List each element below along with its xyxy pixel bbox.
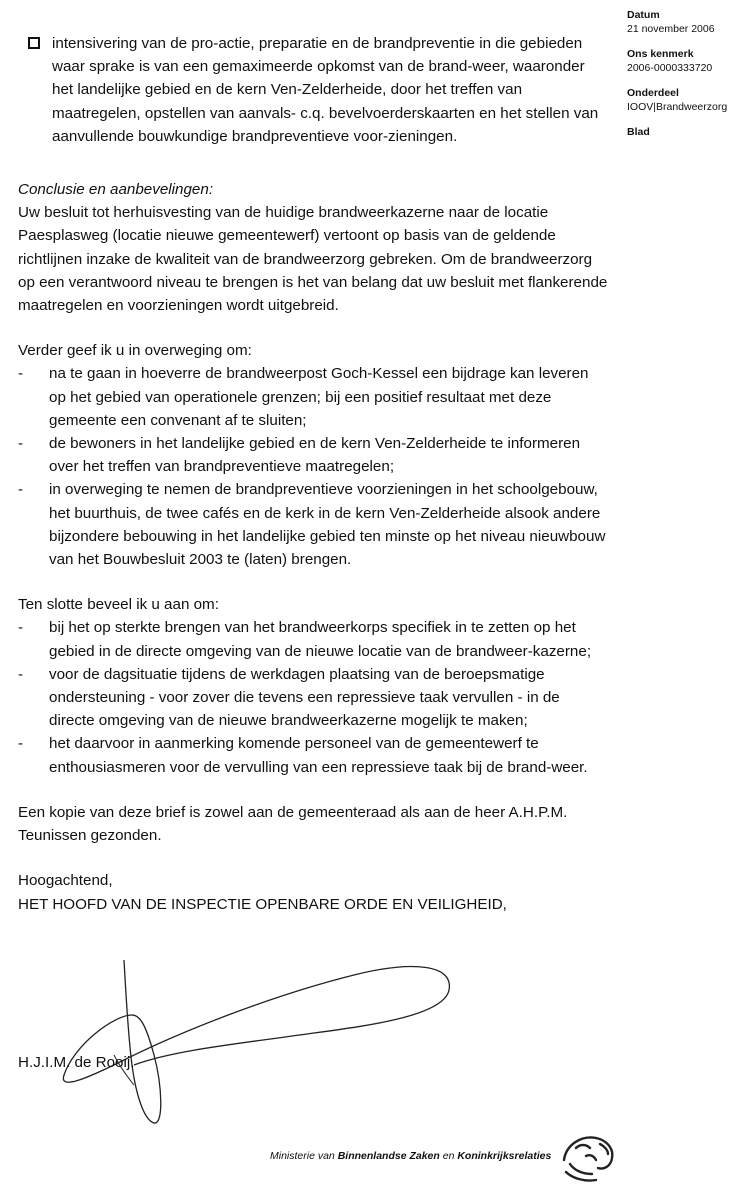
dash-bullet-icon: - (18, 435, 24, 453)
blad-label: Blad (627, 126, 650, 138)
footer-name2: Koninkrijksrelaties (457, 1150, 552, 1162)
list-item (18, 616, 608, 662)
recommend-item-3: het daarvoor in aanmerking komende personeel van de gemeentewerf te enthousiasmeren voor de vervulling van een repressieve taak bij de brand-weer. (49, 735, 588, 776)
letter-body (18, 32, 608, 916)
kenmerk-label: Ons kenmerk (627, 48, 694, 60)
ministry-footer (270, 1150, 551, 1162)
consider-list (18, 362, 608, 571)
dash-bullet-icon: - (18, 481, 24, 499)
lion-emblem-icon (556, 1130, 622, 1185)
onderdeel-label: Onderdeel (627, 87, 679, 99)
consider-item-3: in overweging te nemen de brandpreventieve voorzieningen in het schoolgebouw, het buurthuis, de twee cafés en de kerk in de kern Ven-Zelderheide alsook andere bijzondere bebouwing in het landelijke gebied ten minste op het niveau nieuwbouw van het Bouwbesluit 2003 te (laten) brengen. (49, 481, 606, 569)
dash-bullet-icon: - (18, 365, 24, 383)
footer-name: Binnenlandse Zaken (337, 1150, 440, 1162)
footer-prefix: Ministerie van (270, 1150, 335, 1162)
recommend-item-2: voor de dagsituatie tijdens de werkdagen plaatsing van de beroepsmatige ondersteuning - voor zover die tevens een repressieve taak vervullen - in de directe omgeving van de nieuwe brandweerkazerne mogelijk te maken; (49, 665, 560, 730)
top-bullet-item (18, 32, 608, 148)
consider-intro: Verder geef ik u in overweging om: (18, 342, 252, 360)
list-item (18, 663, 608, 733)
sender-title: HET HOOFD VAN DE INSPECTIE OPENBARE ORDE EN VEILIGHEID, (18, 895, 507, 913)
closing: Hoogachtend, (18, 872, 113, 890)
datum-block (627, 8, 739, 36)
list-item (18, 478, 608, 571)
consider-item-1: na te gaan in hoeverre de brandweerpost Goch-Kessel een bijdrage kan leveren op het gebied van operationele grenzen; bij een positief resultaat met deze gemeente een convenant af te sluiten; (49, 365, 589, 429)
recommend-intro: Ten slotte beveel ik u aan om: (18, 596, 219, 614)
datum-label: Datum (627, 9, 660, 21)
recommend-item-1: bij het op sterkte brengen van het brandweerkorps specifiek in te zetten op het gebied in de directe omgeving van de nieuwe locatie van de brandweer-kazerne; (49, 619, 592, 660)
letter-sidebar (627, 8, 739, 150)
onderdeel-block (627, 86, 739, 114)
top-bullet-text: intensivering van de pro-actie, preparatie en de brandpreventie in die gebieden waar sprake is van een gemaximeerde opkomst van de brand-weer, waaronder het landelijke gebied en de kern Ven-Zelderheide, door het treffen van maatregelen, opstellen van aanvals- c.q. bevelvoerderskaarten en het stellen van aanvullende bouwkundige brandpreventieve voor-zieningen. (52, 35, 599, 145)
kenmerk-block (627, 47, 739, 75)
list-item (18, 362, 608, 432)
list-item (18, 432, 608, 478)
blad-block (627, 125, 739, 139)
datum-value: 21 november 2006 (627, 23, 715, 35)
onderdeel-value: IOOV|Brandweerzorg (627, 101, 728, 113)
handwritten-signature (14, 955, 474, 1125)
checkbox-bullet-icon (28, 37, 40, 49)
dash-bullet-icon: - (18, 619, 24, 637)
recommend-list (18, 616, 608, 778)
consider-item-2: de bewoners in het landelijke gebied en de kern Ven-Zelderheide te informeren over het treffen van brandpreventieve maatregelen; (49, 435, 581, 476)
footer-en: en (442, 1150, 455, 1162)
kenmerk-value: 2006-0000333720 (627, 62, 713, 74)
conclusion-heading: Conclusie en aanbevelingen: (18, 181, 214, 199)
list-item (18, 732, 608, 778)
copy-note: Een kopie van deze brief is zowel aan de gemeenteraad als aan de heer A.H.P.M. Teunissen gezonden. (18, 803, 568, 845)
dash-bullet-icon: - (18, 735, 24, 753)
signer-name: H.J.I.M. de Rooij. (18, 1054, 135, 1071)
conclusion-text: Uw besluit tot herhuisvesting van de huidige brandweerkazerne naar de locatie Paesplasweg (locatie nieuwe gemeentewerf) vertoont op basis van de geldende richtlijnen inzake de kwaliteit van de brandweerzorg gebreken. Om de brandweerzorg op een verantwoord niveau te brengen is het van belang dat uw besluit met flankerende maatregelen en voorzieningen wordt uitgebreid. (18, 204, 608, 315)
dash-bullet-icon: - (18, 665, 24, 683)
